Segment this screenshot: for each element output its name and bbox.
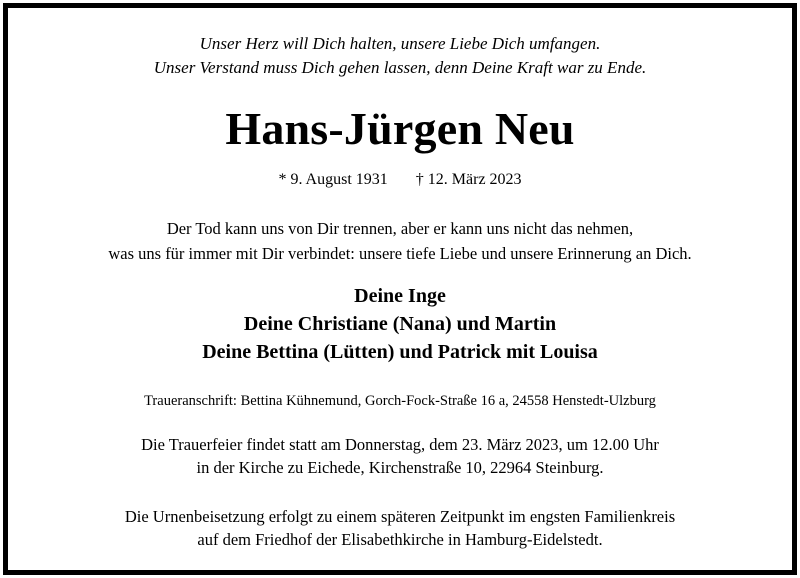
quote-line-2: was uns für immer mit Dir verbindet: unsere tiefe Liebe und unsere Erinnerung an Dich. <box>108 244 692 263</box>
family-member-3: Deine Bettina (Lütten) und Patrick mit Louisa <box>202 341 598 363</box>
service-line-1: Die Trauerfeier findet statt am Donnerstag, dem 23. März 2023, um 12.00 Uhr <box>141 435 659 454</box>
deceased-name: Hans-Jürgen Neu <box>225 103 575 154</box>
service-line-2: in der Kirche zu Eichede, Kirchenstraße 10, 22964 Steinburg. <box>196 458 604 477</box>
family-member-2: Deine Christiane (Nana) und Martin <box>243 313 557 335</box>
burial-line-1: Die Urnenbeisetzung erfolgt zu einem späteren Zeitpunkt im engsten Familienkreis <box>124 507 676 526</box>
motto-line-1: Unser Herz will Dich halten, unsere Liebe Dich umfangen. <box>199 34 601 53</box>
quote-line-1: Der Tod kann uns von Dir trennen, aber er kann uns nicht das nehmen, <box>166 219 634 238</box>
condolence-address: Traueranschrift: Bettina Kühnemund, Gorch-Fock-Straße 16 a, 24558 Henstedt-Ulzburg <box>144 393 656 409</box>
birth-date: * 9. August 1931 <box>278 171 388 188</box>
family-member-1: Deine Inge <box>354 285 446 307</box>
life-dates <box>0 170 800 190</box>
death-date: † 12. März 2023 <box>415 171 522 188</box>
burial-line-2: auf dem Friedhof der Elisabethkirche in Hamburg-Eidelstedt. <box>197 530 603 549</box>
motto-line-2: Unser Verstand muss Dich gehen lassen, denn Deine Kraft war zu Ende. <box>153 58 647 77</box>
